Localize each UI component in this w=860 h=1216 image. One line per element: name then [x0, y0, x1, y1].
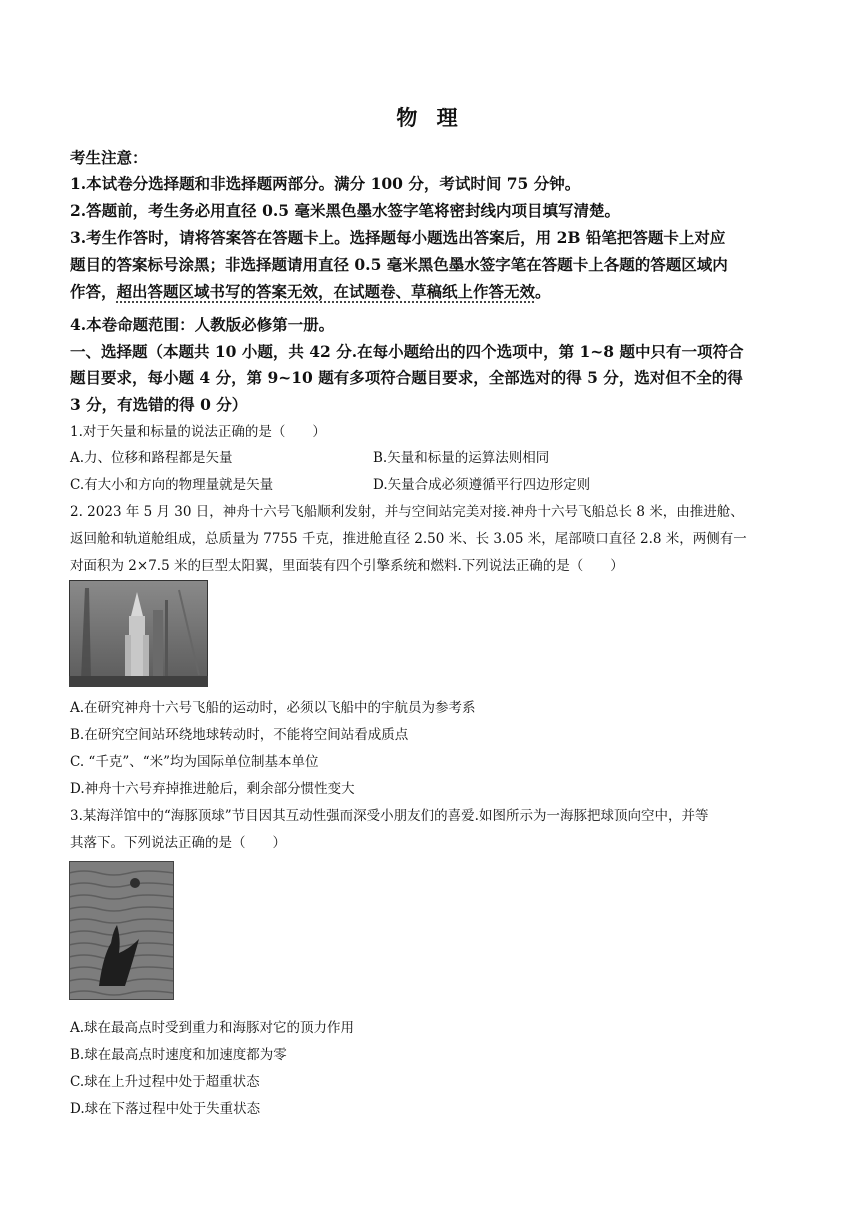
q1-option-b: B.矢量和标量的运算法则相同	[373, 450, 550, 466]
notice-item-3-line-3	[70, 280, 551, 302]
q3-option-c: C.球在上升过程中处于超重状态	[70, 1074, 260, 1090]
q1-option-d: D.矢量合成必须遵循平行四边形定则	[373, 477, 591, 493]
notice-item-2: 2.答题前，考生务必用直径 0.5 毫米黑色墨水签字笔将密封线内项目填写清楚。	[70, 201, 620, 220]
q2-stem-line-2: 返回舱和轨道舱组成，总质量为 7755 千克，推进舱直径 2.50 米、长 3.05 米，尾部喷口直径 2.8 米，两侧有一	[70, 531, 747, 547]
q3-stem-line-2: 其落下。下列说法正确的是（ ）	[70, 835, 286, 851]
section-heading-line-1: 一、选择题（本题共 10 小题，共 42 分.在每小题给出的四个选项中，第 1~8 题中只有一项符合	[70, 342, 744, 361]
q3-option-a: A.球在最高点时受到重力和海豚对它的顶力作用	[70, 1020, 355, 1036]
notice-item-3-line-2: 题目的答案标号涂黑；非选择题请用直径 0.5 毫米黑色墨水签字笔在答题卡上各题的答题区域内	[70, 255, 728, 274]
q1-option-c: C.有大小和方向的物理量就是矢量	[70, 477, 274, 493]
section-heading-line-3: 3 分，有选错的得 0 分）	[70, 395, 248, 414]
q2-option-a: A.在研究神舟十六号飞船的运动时，必须以飞船中的宇航员为参考系	[70, 700, 476, 716]
notice-item-1: 1.本试卷分选择题和非选择题两部分。满分 100 分，考试时间 75 分钟。	[70, 174, 581, 193]
q2-option-c: C. “千克”、“米”均为国际单位制基本单位	[70, 754, 319, 770]
q1-stem: 1.对于矢量和标量的说法正确的是（ ）	[70, 424, 326, 440]
rocket-photo	[69, 580, 208, 687]
q3-option-b: B.球在最高点时速度和加速度都为零	[70, 1047, 287, 1063]
notice-heading: 考生注意：	[70, 148, 148, 167]
q2-stem-line-3: 对面积为 2×7.5 米的巨型太阳翼，里面装有四个引擎系统和燃料.下列说法正确的是（ ）	[70, 558, 624, 574]
notice-item-3-suffix: 。	[535, 282, 551, 301]
q2-option-d: D.神舟十六号弃掉推进舱后，剩余部分惯性变大	[70, 781, 355, 797]
notice-item-3-emphasis: 超出答题区域书写的答案无效，在试题卷、草稿纸上作答无效	[116, 282, 536, 301]
q3-option-d: D.球在下落过程中处于失重状态	[70, 1101, 261, 1117]
q2-stem-line-1: 2. 2023 年 5 月 30 日，神舟十六号飞船顺利发射，并与空间站完美对接.神舟十六号飞船总长 8 米，由推进舱、	[70, 504, 744, 520]
q1-option-a: A.力、位移和路程都是矢量	[70, 450, 233, 466]
q3-stem-line-1: 3.某海洋馆中的“海豚顶球”节目因其互动性强而深受小朋友们的喜爱.如图所示为一海豚把球顶向空中，并等	[70, 808, 709, 824]
section-heading-line-2: 题目要求，每小题 4 分，第 9~10 题有多项符合题目要求，全部选对的得 5 分，选对但不全的得	[70, 368, 743, 387]
dolphin-photo	[69, 861, 174, 1000]
page-title: 物 理	[396, 105, 464, 130]
q2-option-b: B.在研究空间站环绕地球转动时，不能将空间站看成质点	[70, 727, 409, 743]
notice-item-3-line-1: 3.考生作答时，请将答案答在答题卡上。选择题每小题选出答案后，用 2B 铅笔把答题卡上对应	[70, 228, 726, 247]
notice-item-3-prefix: 作答，	[70, 282, 117, 301]
notice-item-4: 4.本卷命题范围：人教版必修第一册。	[70, 315, 335, 334]
